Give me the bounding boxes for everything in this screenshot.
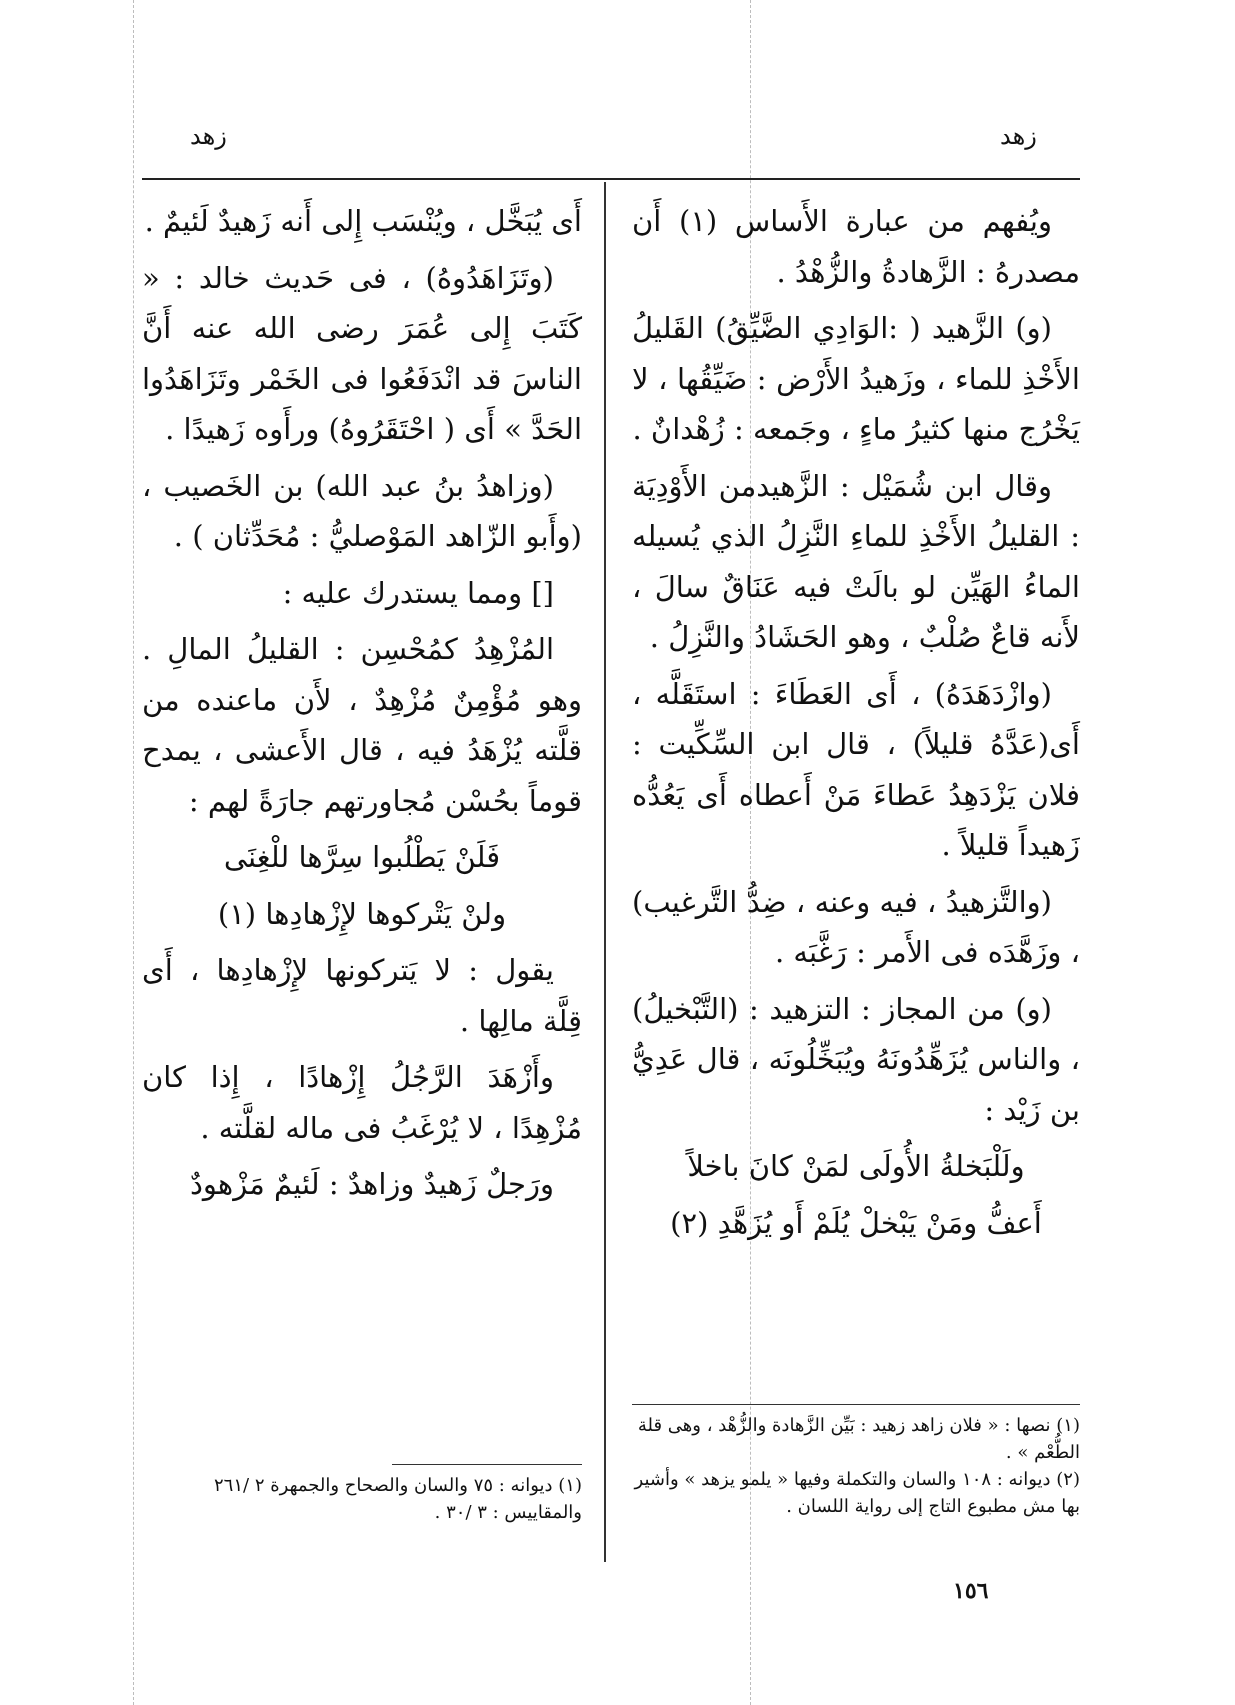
paragraph: وقال ابن شُمَيْل : الزَّهيدمن الأَوْدِيَة : القليلُ الأَخْذِ للماءِ النَّزِلُ الذي يُسيله الماءُ الهَيِّن لو بالَتْ فيه عَنَاقٌ سالَ ، لأَنه قاعٌ صُلْبٌ ، وهو الحَشَادُ والنَّزِلُ . xyxy=(632,468,1080,654)
footnote-rule xyxy=(392,1464,582,1465)
scan-artifact-line xyxy=(133,0,134,1705)
paragraph: (وزاهدُ بنُ عبد الله) بن الخَصيب ، (وأَبو الزّاهد المَوْصليُّ : مُحَدِّثان ) . xyxy=(142,468,582,553)
paragraph: (و) من المجاز : التزهيد : (التَّبْخيلُ) ، والناس يُزَهِّدُونَهُ ويُبَخِّلُونَه ، قال عَدِيُّ بن زَيْد : xyxy=(632,991,1080,1127)
left-footnotes xyxy=(142,1472,582,1526)
running-header-left: زهد xyxy=(190,122,227,150)
verse-line: أَعفُّ ومَنْ يَبْخلْ يُلَمْ أَو يُزَهَّدِ (٢) xyxy=(670,1205,1042,1240)
footnote: (٢) ديوانه : ١٠٨ والسان والتكملة وفيها « يلمو يزهد » وأشير بها مش مطبوع التاج إلى رواية اللسان . xyxy=(634,1469,1080,1517)
header-rule xyxy=(142,178,1080,180)
verse-line: فَلَنْ يَطْلُبوا سِرَّها للْغِنَى xyxy=(223,840,501,874)
paragraph: وأَزْهَدَ الرَّجُلُ إِزْهادًا ، إِذا كان مُزْهِدًا ، لا يُرْغَبُ فى ماله لقلَّته . xyxy=(142,1060,582,1145)
paragraph: (و) الزَّهيد ( :الوَادِي الضَّيِّقُ) القَليلُ الأَخْذِ للماء ، وزَهيدُ الأَرْض : ضَيِّقُها ، لا يَخْرُج منها كثيرُ ماءٍ ، وجَمعه : زُهْدانٌ . xyxy=(632,311,1080,446)
footnote: (١) ديوانه : ٧٥ والسان والصحاح والجمهرة ٢ /٢٦١ والمقاييس : ٣ /٣٠ . xyxy=(214,1475,582,1523)
paragraph: أَى يُبَخَّل ، ويُنْسَب إِلى أَنه زَهيدٌ لَئيمٌ . xyxy=(144,204,582,238)
verse-line: ولَلْبَخلةُ الأُولَى لمَنْ كانَ باخلاً xyxy=(687,1149,1025,1183)
left-column xyxy=(142,196,582,1216)
footnote-rule xyxy=(632,1404,1080,1405)
footnote: (١) نصها : « فلان زاهد زهيد : بَيِّن الزَّهادة والزُّهْد ، وهى قلة الطُّعْم » . xyxy=(637,1415,1080,1463)
column-divider xyxy=(604,182,606,1562)
paragraph: ويُفهم من عبارة الأَساس (١) أَن مصدرهُ : الزَّهادةُ والزُّهْدُ . xyxy=(632,204,1080,289)
paragraph: (وتَزَاهَدُوهُ) ، فى حَديث خالد : « كَتَبَ إِلى عُمَرَ رضى الله عنه أَنَّ الناسَ قد انْدَفَعُوا فى الخَمْر وتَزَاهَدُوا الحَدَّ » أَى ( احْتَقَرُوهُ) ورأَوه زَهيدًا . xyxy=(142,260,582,446)
verse-line: ولنْ يَتْركوها لإِزْهادِها (١) xyxy=(217,896,507,931)
paragraph: يقول : لا يَتركونها لإِزْهادِها ، أَى قِلَّة مالِها . xyxy=(142,953,582,1038)
paragraph: (والتَّزهيدُ ، فيه وعنه ، ضِدُّ التَّرغيب) ، وزَهَّدَه فى الأَمر : رَغَّبَه . xyxy=(632,884,1080,969)
paragraph: [] ومما يستدرك عليه : xyxy=(282,575,554,610)
running-header-right: زهد xyxy=(1000,122,1037,150)
right-footnotes xyxy=(632,1412,1080,1520)
page-number: ١٥٦ xyxy=(953,1578,989,1604)
paragraph: المُزْهِدُ كمُحْسِن : القليلُ المالِ . وهو مُؤْمِنٌ مُزْهِدٌ ، لأَن ماعنده من قلَّته يُزْهَدُ فيه ، قال الأَعشى ، يمدح قوماً بحُسْن مُجاورتهم جارَةً لهم : xyxy=(142,632,582,818)
paragraph: ورَجلٌ زَهيدٌ وزاهدٌ : لَئيمٌ مَزْهودٌ xyxy=(190,1167,554,1201)
right-column xyxy=(632,196,1080,1254)
paragraph: (وازْدَهَدَهُ) ، أَى العَطَاءَ : استَقَلَّه ، أَى(عَدَّهُ قليلاً) ، قال ابن السِّكِّيت : فلان يَزْدَهِدُ عَطاءَ مَنْ أَعطاه أَى يَعُدُّه زَهيداً قليلاً . xyxy=(632,676,1080,862)
